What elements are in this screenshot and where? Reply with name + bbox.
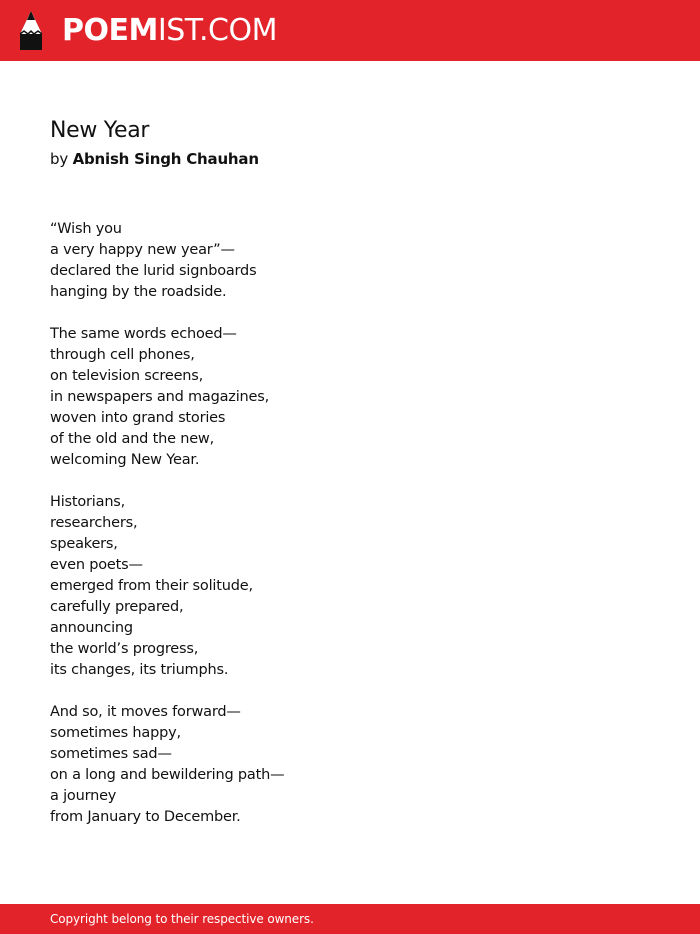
poem-line: of the old and the new, [50,431,214,447]
poem-stanza-2 [50,324,650,471]
poem-line: emerged from their solitude, [50,578,253,594]
poem-line: The same words echoed— [50,326,237,342]
poem-line: “Wish you [50,221,122,237]
site-header [0,0,700,61]
poem-line: researchers, [50,515,138,531]
poem-line: the world’s progress, [50,641,199,657]
poem-stanza-4 [50,702,650,828]
pencil-tip-icon[interactable] [18,10,44,52]
logo-text-light: IST.COM [157,13,277,48]
poem-line: carefully prepared, [50,599,184,615]
poem-stanza-3 [50,492,650,681]
poem-line: declared the lurid signboards [50,263,257,279]
poem-line: its changes, its triumphs. [50,662,229,678]
poem-byline [50,149,259,169]
byline-prefix: by [50,150,68,168]
poem-line: sometimes sad— [50,746,172,762]
poem-line: announcing [50,620,133,636]
site-logo[interactable] [62,13,277,49]
poem-line: on a long and bewildering path— [50,767,285,783]
poem-line: on television screens, [50,368,204,384]
poem-line: from January to December. [50,809,241,825]
poem-line: hanging by the roadside. [50,284,227,300]
poem-line: And so, it moves forward— [50,704,241,720]
poem-line: welcoming New Year. [50,452,200,468]
poem-line: woven into grand stories [50,410,226,426]
poem-line: speakers, [50,536,118,552]
poem-author: Abnish Singh Chauhan [72,150,259,168]
poem-line: even poets— [50,557,143,573]
logo-text-bold: POEM [62,13,158,48]
poem-title: New Year [50,118,150,143]
poem-line: in newspapers and magazines, [50,389,269,405]
poem-line: a very happy new year”— [50,242,235,258]
poem-body [50,219,650,849]
site-footer [0,904,700,934]
poem-line: a journey [50,788,117,804]
poem-line: sometimes happy, [50,725,181,741]
poem-line: Historians, [50,494,126,510]
poem-stanza-1 [50,219,650,303]
poem-line: through cell phones, [50,347,195,363]
copyright-notice: Copyright belong to their respective owners. [50,912,314,926]
